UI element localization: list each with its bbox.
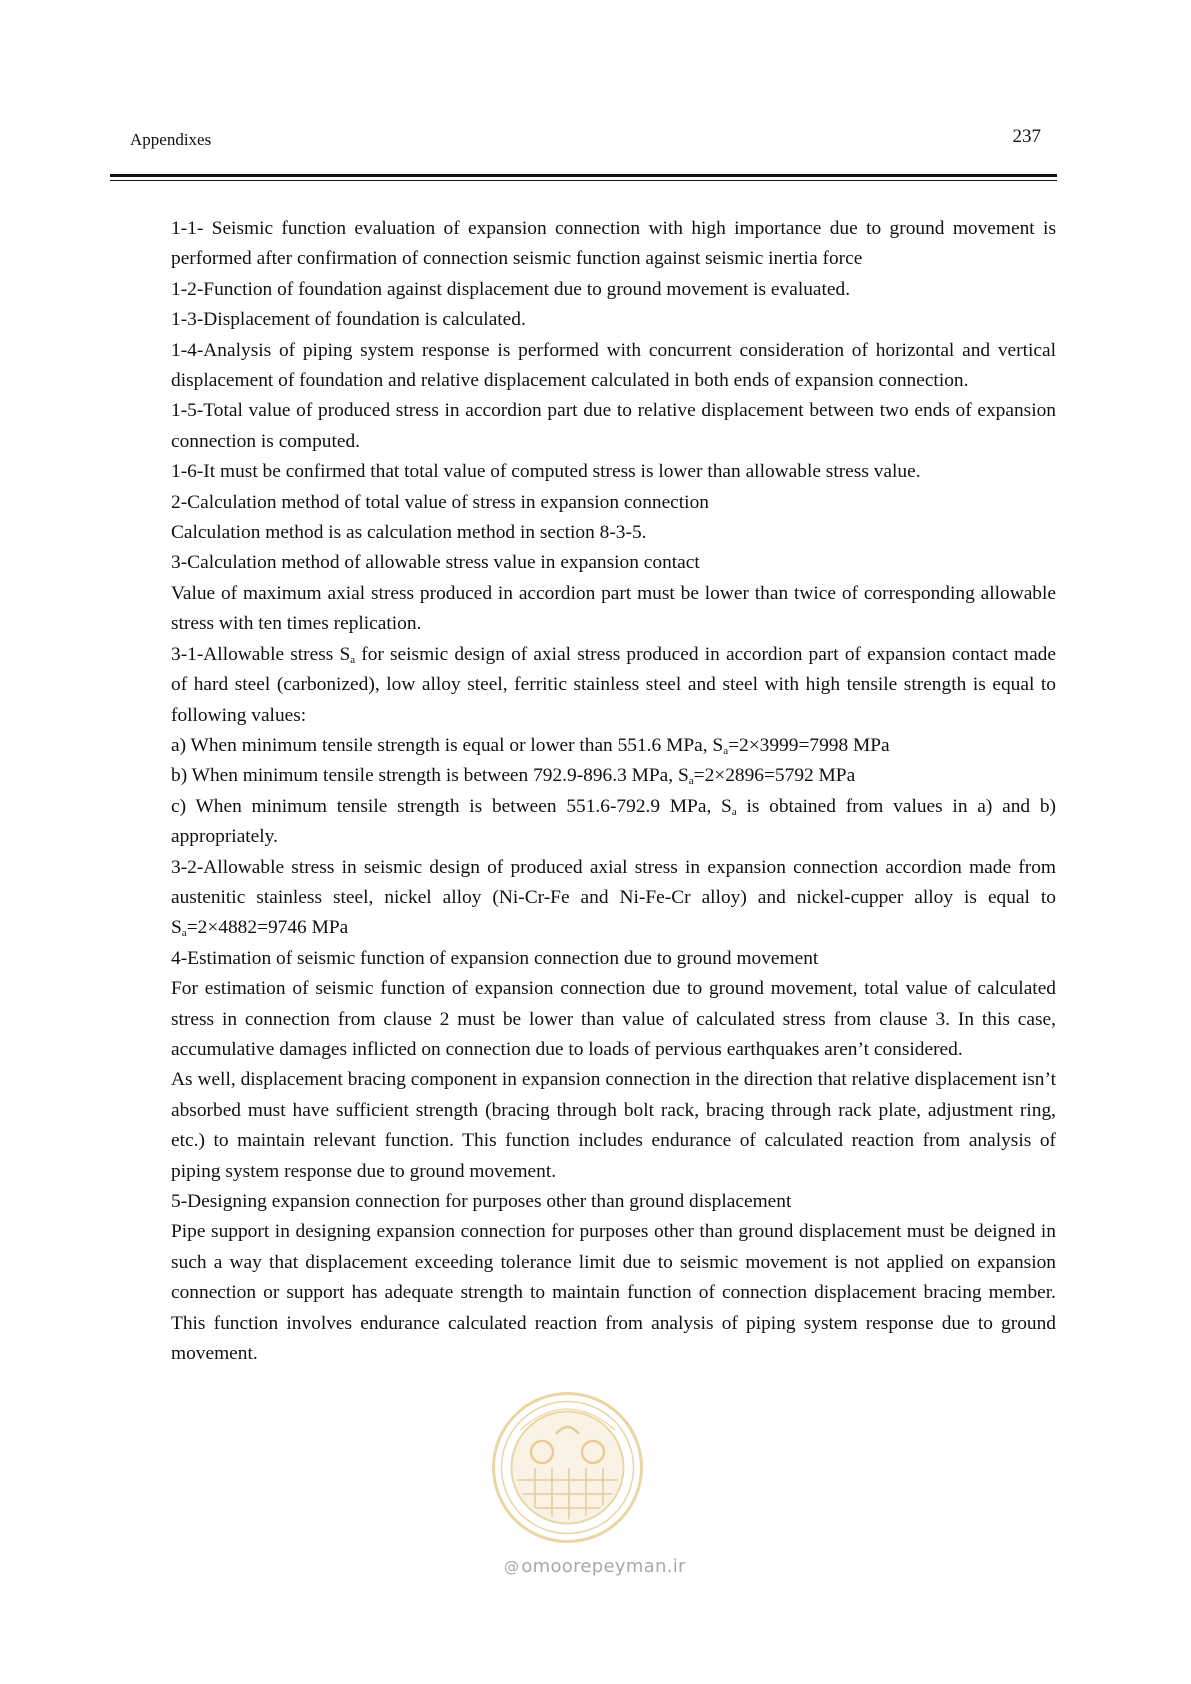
- heading-5: 5-Designing expansion connection for purposes other than ground displacement: [171, 1191, 792, 1212]
- subscript-a: a: [181, 927, 187, 940]
- paragraph-4-body: For estimation of seismic function of expansion connection due to ground movement, total value of calculated stress in connection from clause 2 must be lower than value of calculated stress from clause 3. In this case, accumulative damages inflicted on connection due to loads of pervious earthquakes aren’t considered.: [171, 978, 1056, 1060]
- watermark-site-label: omoorepeyman.ir: [521, 1556, 686, 1577]
- item-c-lead: c) When minimum tensile strength is between 551.6-792.9 MPa, S: [171, 795, 732, 817]
- paragraph-1-5: 1-5-Total value of produced stress in accordion part due to relative displacement between two ends of expansion connection is computed.: [171, 400, 1056, 452]
- paragraph-4-bracing: As well, displacement bracing component in expansion connection in the direction that relative displacement isn’t absorbed must have sufficient strength (bracing through bolt rack, bracing through rack plate, adjustment ring, etc.) to maintain relevant function. This function includes endurance of calculated reaction from analysis of piping system response due to ground movement.: [171, 1069, 1056, 1182]
- item-c-rest: is obtained from values in a) and b) appropriately.: [171, 795, 1056, 848]
- item-a-lead: a) When minimum tensile strength is equal or lower than 551.6 MPa, S: [171, 734, 724, 756]
- item-a: [171, 731, 1056, 761]
- seal-logo-icon: [490, 1390, 645, 1545]
- paragraph-1-2: 1-2-Function of foundation against displacement due to ground movement is evaluated.: [171, 278, 851, 300]
- heading-4: 4-Estimation of seismic function of expansion connection due to ground movement: [171, 947, 819, 969]
- paragraph-1-3: 1-3-Displacement of foundation is calculated.: [171, 309, 526, 331]
- paragraph-2-body: Calculation method is as calculation method in section 8-3-5.: [171, 522, 647, 544]
- subscript-a: a: [731, 805, 737, 818]
- paragraph-1-6: 1-6-It must be confirmed that total value of computed stress is lower than allowable stress value.: [171, 461, 921, 483]
- subscript-a: a: [350, 653, 356, 666]
- heading-3: 3-Calculation method of allowable stress value in expansion contact: [171, 552, 700, 574]
- paragraph-3-1-rest: for seismic design of axial stress produced in accordion part of expansion contact made of hard steel (carbonized), low alloy steel, ferritic stainless steel and steel with high tensile strength is equal to following values:: [171, 643, 1056, 726]
- page-number: 237: [1012, 126, 1041, 147]
- header-rule-thick: [110, 174, 1057, 177]
- paragraph-1-1: 1-1- Seismic function evaluation of expansion connection with high importance due to ground movement is performed after confirmation of connection seismic function against seismic inertia force: [171, 218, 1056, 270]
- at-sign-icon: @: [504, 1558, 520, 1576]
- running-title: Appendixes: [130, 130, 212, 149]
- item-b: [171, 761, 1056, 791]
- item-b-lead: b) When minimum tensile strength is between 792.9-896.3 MPa, S: [171, 765, 689, 787]
- body-text: [171, 214, 1056, 1369]
- paragraph-5-body: Pipe support in designing expansion connection for purposes other than ground displacement must be deigned in such a way that displacement exceeding tolerance limit due to seismic movement is not applied on expansion connection or support has adequate strength to maintain function of connection displacement bracing member. This function involves endurance calculated reaction from analysis of piping system response due to ground movement.: [171, 1221, 1056, 1365]
- paragraph-3-2-lead: 3-2-Allowable stress in seismic design of produced axial stress in expansion connection accordion made from austenitic stainless steel, nickel alloy (Ni-Cr-Fe and Ni-Fe-Cr alloy) and nickel-cupper alloy is equal to S: [171, 856, 1056, 939]
- paragraph-3-body: Value of maximum axial stress produced in accordion part must be lower than twice of corresponding allowable stress with ten times replication.: [171, 582, 1056, 635]
- watermark-site: [504, 1556, 686, 1577]
- paragraph-3-1-lead: 3-1-Allowable stress S: [171, 643, 351, 665]
- paragraph-3-1: [171, 640, 1056, 731]
- paragraph-3-2-value: =2×4882=9746 MPa: [186, 917, 349, 939]
- item-c: [171, 792, 1056, 853]
- paragraph-3-2: [171, 853, 1056, 944]
- item-b-value: =2×2896=5792 MPa: [693, 765, 856, 787]
- header-rule-thin: [110, 180, 1057, 181]
- subscript-a: a: [723, 744, 729, 757]
- subscript-a: a: [688, 775, 694, 788]
- paragraph-1-4: 1-4-Analysis of piping system response is performed with concurrent consideration of horizontal and vertical displacement of foundation and relative displacement calculated in both ends of expansion connection.: [171, 339, 1056, 392]
- heading-2: 2-Calculation method of total value of stress in expansion connection: [171, 491, 709, 513]
- item-a-value: =2×3999=7998 MPa: [728, 734, 890, 756]
